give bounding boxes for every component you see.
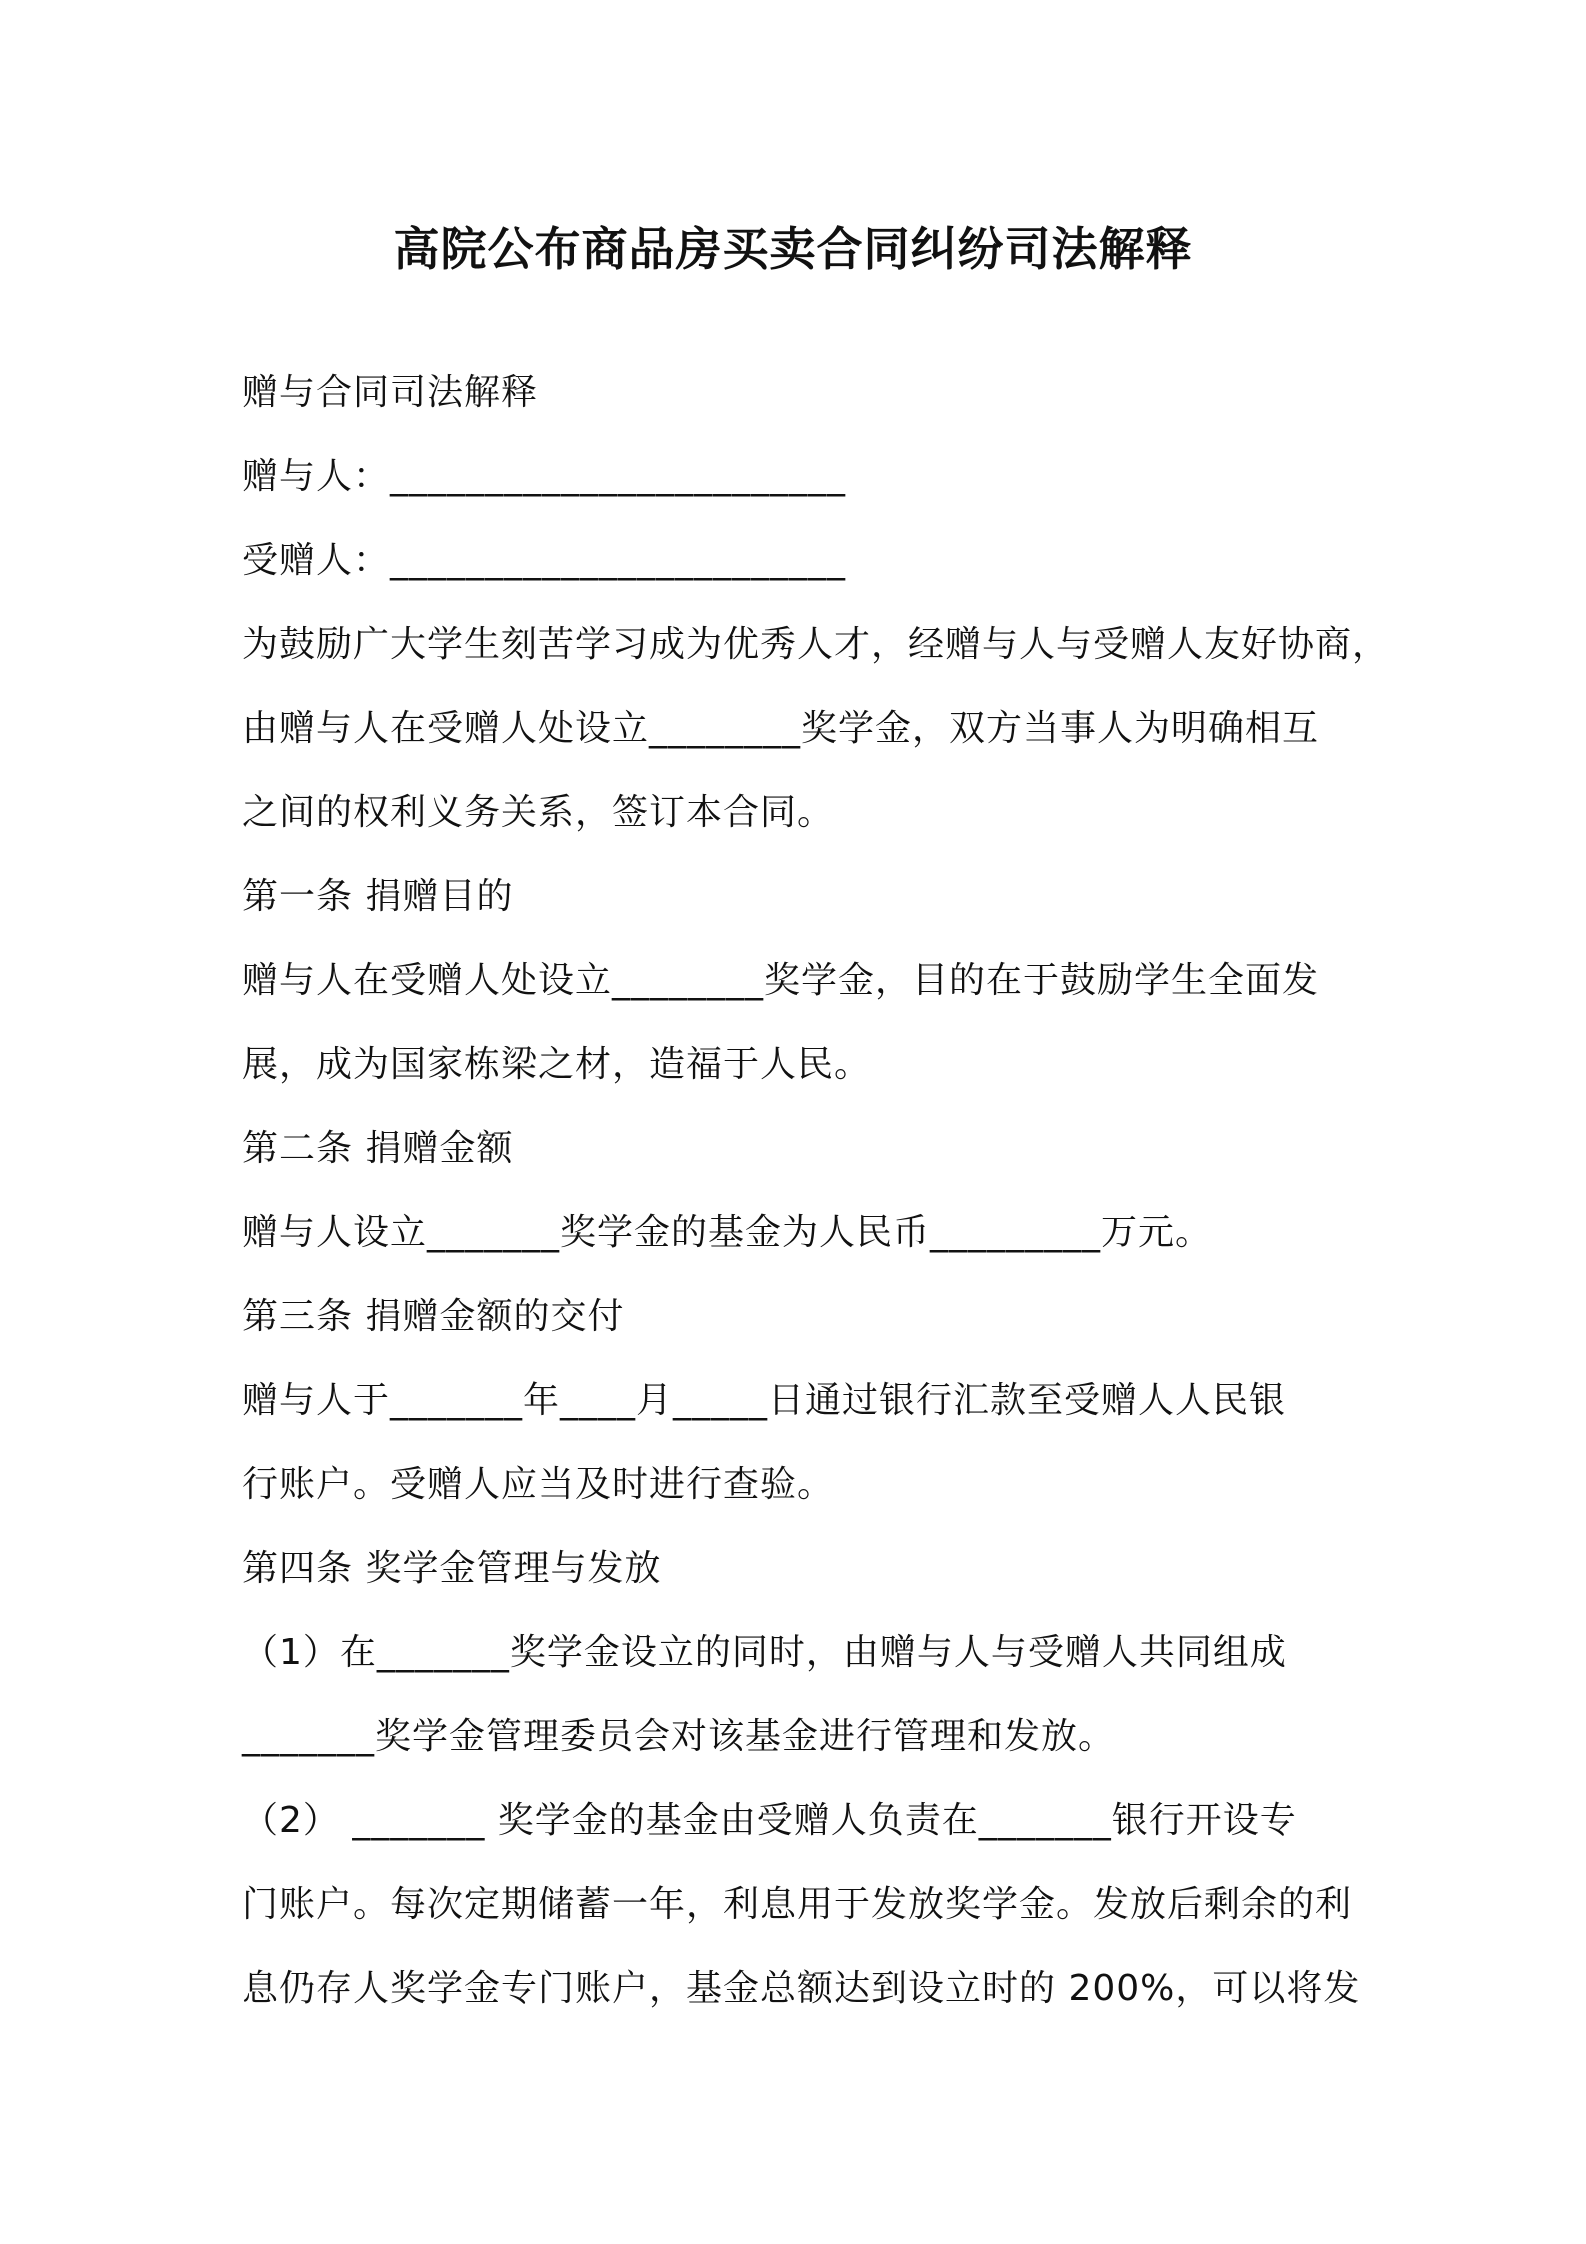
donor-field: 赠与人：________________________ (242, 456, 847, 497)
paragraph-line: （1）在_______奖学金设立的同时，由赠与人与受赠人共同组成 (242, 1632, 1287, 1673)
article-heading: 第四条 奖学金管理与发放 (242, 1548, 662, 1589)
paragraph-line: 为鼓励广大学生刻苦学习成为优秀人才，经赠与人与受赠人友好协商， (242, 624, 1390, 665)
article-heading: 第一条 捐赠目的 (242, 876, 514, 917)
paragraph-line: 门账户。每次定期储蓄一年，利息用于发放奖学金。发放后剩余的利 (242, 1884, 1353, 1925)
paragraph-line: _______奖学金管理委员会对该基金进行管理和发放。 (242, 1716, 1116, 1757)
paragraph-line: 展，成为国家栋梁之材，造福于人民。 (242, 1044, 872, 1085)
paragraph-line: 赠与人设立_______奖学金的基金为人民币_________万元。 (242, 1212, 1213, 1253)
article-heading: 第二条 捐赠金额 (242, 1128, 514, 1169)
document-title: 高院公布商品房买卖合同纠纷司法解释 (393, 222, 1193, 276)
paragraph-line: 赠与人在受赠人处设立________奖学金，目的在于鼓励学生全面发 (242, 960, 1320, 1001)
paragraph-line: 息仍存人奖学金专门账户，基金总额达到设立时的 200%，可以将发 (242, 1968, 1361, 2009)
paragraph-line: 赠与人于_______年____月_____日通过银行汇款至受赠人人民银 (242, 1380, 1287, 1421)
paragraph-line: （2） _______ 奖学金的基金由受赠人负责在_______银行开设专 (242, 1800, 1297, 1841)
paragraph-line: 行账户。受赠人应当及时进行查验。 (242, 1464, 835, 1505)
article-heading: 第三条 捐赠金额的交付 (242, 1296, 625, 1337)
paragraph-line: 由赠与人在受赠人处设立________奖学金，双方当事人为明确相互 (242, 708, 1320, 749)
paragraph-line: 之间的权利义务关系，签订本合同。 (242, 792, 835, 833)
donee-field: 受赠人：________________________ (242, 540, 847, 581)
section-heading: 赠与合同司法解释 (242, 372, 539, 413)
